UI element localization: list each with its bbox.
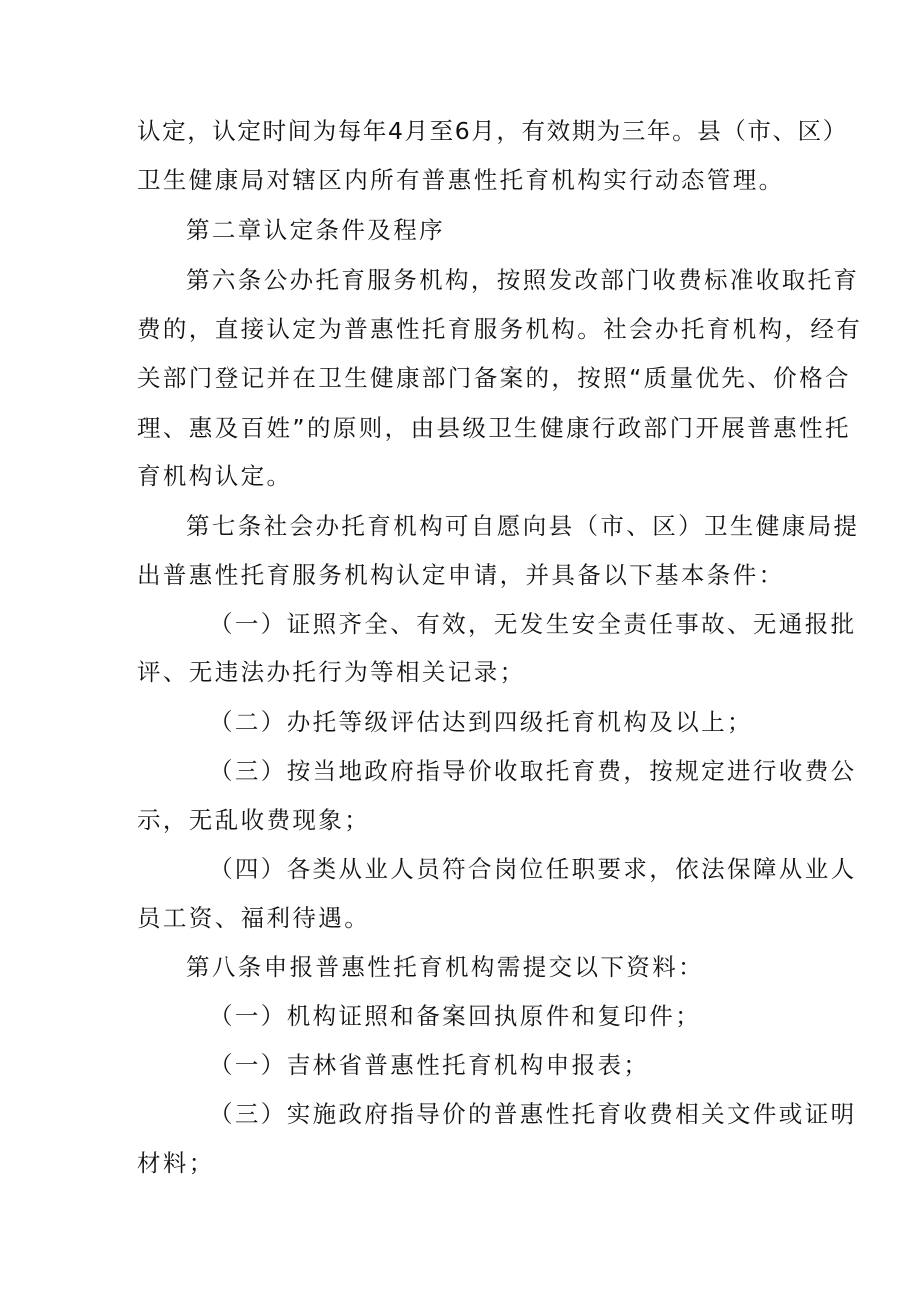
text-line-20: （一）吉林省普惠性托育机构申报表；: [209, 1051, 650, 1079]
text-line-12: 评、无违法办托行为等相关记录；: [137, 658, 526, 686]
text-line-10: 出普惠性托育服务机构认定申请，并具备以下基本条件：: [137, 561, 785, 589]
text-line-16: （四）各类从业人员符合岗位任职要求，依法保障从业人: [209, 855, 857, 883]
text-line-21: （三）实施政府指导价的普惠性托育收费相关文件或证明: [209, 1100, 857, 1128]
text-line-2: 卫生健康局对辖区内所有普惠性托育机构实行动态管理。: [137, 166, 785, 194]
text-line-9: 第七条社会办托育机构可自愿向县（市、区）卫生健康局提: [186, 512, 860, 540]
text-line-19: （一）机构证照和备案回执原件和复印件；: [209, 1002, 702, 1030]
text-line-4: 第六条公办托育服务机构，按照发改部门收费标准收取托育: [186, 266, 860, 294]
text-line-17: 员工资、福利待遇。: [137, 904, 371, 932]
text-line-8: 育机构认定。: [137, 462, 293, 490]
text-line-5: 费的，直接认定为普惠性托育服务机构。社会办托育机构，经有: [137, 315, 863, 343]
text-line-18: 第八条申报普惠性托育机构需提交以下资料：: [186, 953, 704, 981]
chapter-heading: 第二章认定条件及程序: [186, 216, 445, 244]
text-line-6: 关部门登记并在卫生健康部门备案的，按照“质量优先、价格合: [137, 364, 851, 392]
text-line-11: （一）证照齐全、有效，无发生安全责任事故、无通报批: [209, 610, 857, 638]
text-line-13: （二）办托等级评估达到四级托育机构及以上；: [209, 708, 753, 736]
text-line-22: 材料；: [137, 1149, 215, 1177]
text-line-14: （三）按当地政府指导价收取托育费，按规定进行收费公: [209, 757, 857, 785]
text-line-7: 理、惠及百姓”的原则，由县级卫生健康行政部门开展普惠性托: [137, 414, 851, 442]
text-line-1: 认定，认定时间为每年4月至6月，有效期为三年。县（市、区）: [137, 117, 848, 145]
text-line-15: 示，无乱收费现象；: [137, 806, 371, 834]
